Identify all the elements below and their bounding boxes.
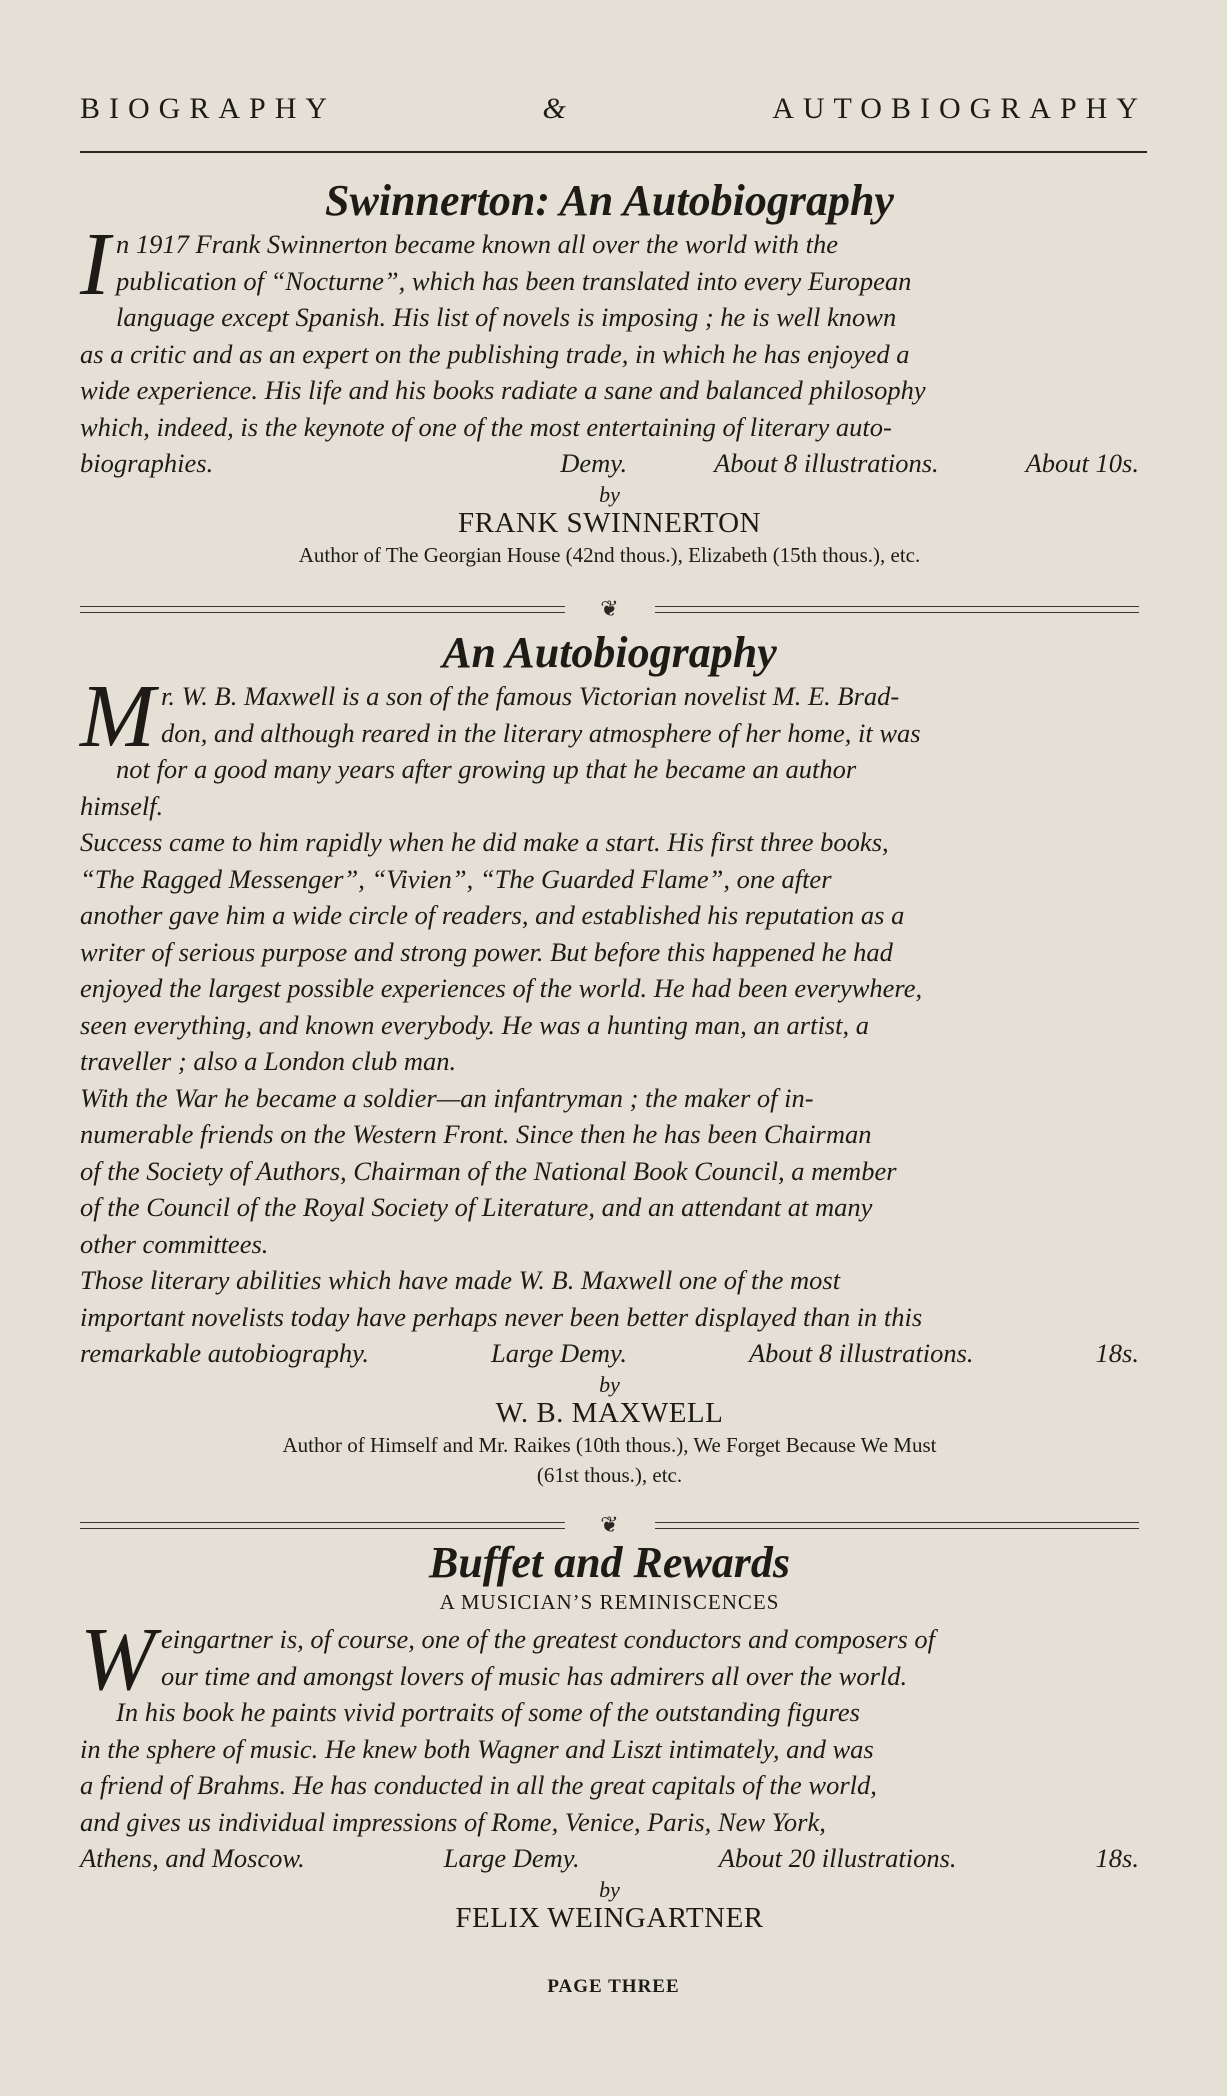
page-number: PAGE THREE [547, 1976, 680, 1997]
book-illustrations: About 8 illustrations. [714, 448, 939, 478]
blurb-line: Those literary abilities which have made W. B. Maxwell one of the most [80, 1265, 841, 1295]
author-of: Author of The Georgian House (42nd thous.), Elizabeth (15th thous.), etc. [298, 542, 921, 567]
blurb-line: of the Council of the Royal Society of Literature, and an attendant at many [80, 1192, 873, 1222]
blurb-line: seen everything, and known everybody. He was a hunting man, an artist, a [80, 1009, 869, 1040]
blurb-line: which, indeed, is the keynote of one of the most entertaining of literary auto- [80, 411, 892, 442]
blurb-line: Success came to him rapidly when he did make a start. His first three books, [80, 827, 889, 857]
blurb-line: eingartner is, of course, one of the greatest conductors and composers of [160, 1624, 936, 1654]
book-entry-maxwell [80, 628, 1139, 1490]
blurb-line: traveller ; also a London club man. [80, 1046, 457, 1076]
ornament-icon: ❦ [600, 596, 619, 621]
book-blurb [80, 1610, 1139, 1877]
blurb-line: important novelists today have perhaps never been better displayed than in this [80, 1301, 923, 1332]
book-title: Swinnerton: An Autobiography [325, 176, 894, 225]
author-name: FELIX WEINGARTNER [455, 1901, 764, 1934]
blurb-line: With the War he became a soldier—an infantryman ; the maker of in- [80, 1082, 814, 1113]
blurb-line: enjoyed the largest possible experiences of the world. He had been everywhere, [80, 973, 923, 1003]
book-title: Buffet and Rewards [428, 1538, 791, 1587]
book-price: 18s. [1095, 1338, 1139, 1368]
author-name: W. B. MAXWELL [495, 1396, 724, 1429]
blurb-line: publication of “Nocturne”, which has been translated into every European [115, 265, 912, 296]
blurb-line: language except Spanish. His list of novels is imposing ; he is well known [116, 302, 897, 332]
author-of: Author of Himself and Mr. Raikes (10th thous.), We Forget Because We Must [282, 1432, 937, 1457]
blurb-last-line [80, 1840, 1139, 1877]
blurb-line: writer of serious purpose and strong power. But before this happened he had [80, 936, 893, 967]
blurb-line: biographies. [80, 448, 214, 478]
book-illustrations: About 8 illustrations. [748, 1338, 974, 1368]
blurb-line: Athens, and Moscow. [80, 1843, 305, 1873]
ornament-icon: ❦ [600, 1512, 619, 1537]
blurb-line: “The Ragged Messenger”, “Vivien”, “The Guarded Flame”, one after [80, 863, 832, 894]
book-price: 18s. [1095, 1843, 1139, 1873]
book-format: Large Demy. [491, 1338, 627, 1368]
book-blurb [80, 667, 1139, 1372]
by-label: by [599, 481, 620, 507]
drop-cap: M [80, 667, 155, 766]
blurb-line: other committees. [80, 1228, 269, 1259]
blurb-line: as a critic and as an expert on the publishing trade, in which he has enjoyed a [80, 338, 910, 369]
by-label: by [599, 1876, 620, 1902]
book-entry-weingartner [80, 1538, 1139, 1935]
blurb-line: In his book he paints vivid portraits of some of the outstanding figures [116, 1697, 860, 1727]
book-title: An Autobiography [442, 628, 777, 677]
section-divider [80, 597, 1139, 621]
author-of-continued: (61st thous.), etc. [536, 1462, 683, 1487]
book-illustrations: About 20 illustrations. [718, 1843, 957, 1873]
blurb-line: in the sphere of music. He knew both Wagner and Liszt intimately, and was [80, 1733, 874, 1764]
book-blurb [80, 215, 1139, 482]
blurb-line: another gave him a wide circle of readers, and established his reputation as a [80, 900, 905, 930]
book-format: Large Demy. [443, 1843, 580, 1873]
blurb-line: r. W. B. Maxwell is a son of the famous Victorian novelist M. E. Brad- [160, 681, 900, 711]
blurb-line: don, and although reared in the literary atmosphere of her home, it was [160, 717, 921, 748]
header-biography: BIOGRAPHY [80, 92, 337, 125]
blurb-line: n 1917 Frank Swinnerton became known all over the world with the [115, 229, 839, 259]
blurb-line: of the Society of Authors, Chairman of the National Book Council, a member [80, 1155, 897, 1186]
book-entry-swinnerton [80, 176, 1139, 570]
author-name: FRANK SWINNERTON [458, 506, 761, 539]
blurb-last-line [80, 445, 1139, 482]
blurb-line: not for a good many years after growing up that he became an author [116, 754, 857, 784]
blurb-line: wide experience. His life and his books radiate a sane and balanced philosophy [80, 375, 926, 405]
blurb-last-line [80, 1335, 1139, 1372]
blurb-line: numerable friends on the Western Front. Since then he has been Chairman [80, 1119, 872, 1149]
blurb-line: our time and amongst lovers of music has admirers all over the world. [160, 1660, 908, 1691]
running-head [80, 92, 1147, 126]
blurb-line: a friend of Brahms. He has conducted in all the great capitals of the world, [80, 1770, 877, 1800]
drop-cap: W [80, 1610, 155, 1709]
drop-cap: I [80, 215, 110, 314]
blurb-line: and gives us individual impressions of Rome, Venice, Paris, New York, [80, 1806, 826, 1837]
blurb-line: remarkable autobiography. [80, 1338, 370, 1368]
by-label: by [599, 1371, 620, 1397]
header-ampersand: & [542, 92, 566, 125]
header-autobiography: AUTOBIOGRAPHY [772, 92, 1147, 125]
blurb-line: himself. [80, 790, 164, 821]
header-rule [80, 151, 1147, 153]
book-format: Demy. [560, 448, 628, 478]
section-divider [80, 1513, 1139, 1537]
book-price: About 10s. [1025, 448, 1139, 478]
book-subtitle: A MUSICIAN’S REMINISCENCES [439, 1590, 780, 1614]
